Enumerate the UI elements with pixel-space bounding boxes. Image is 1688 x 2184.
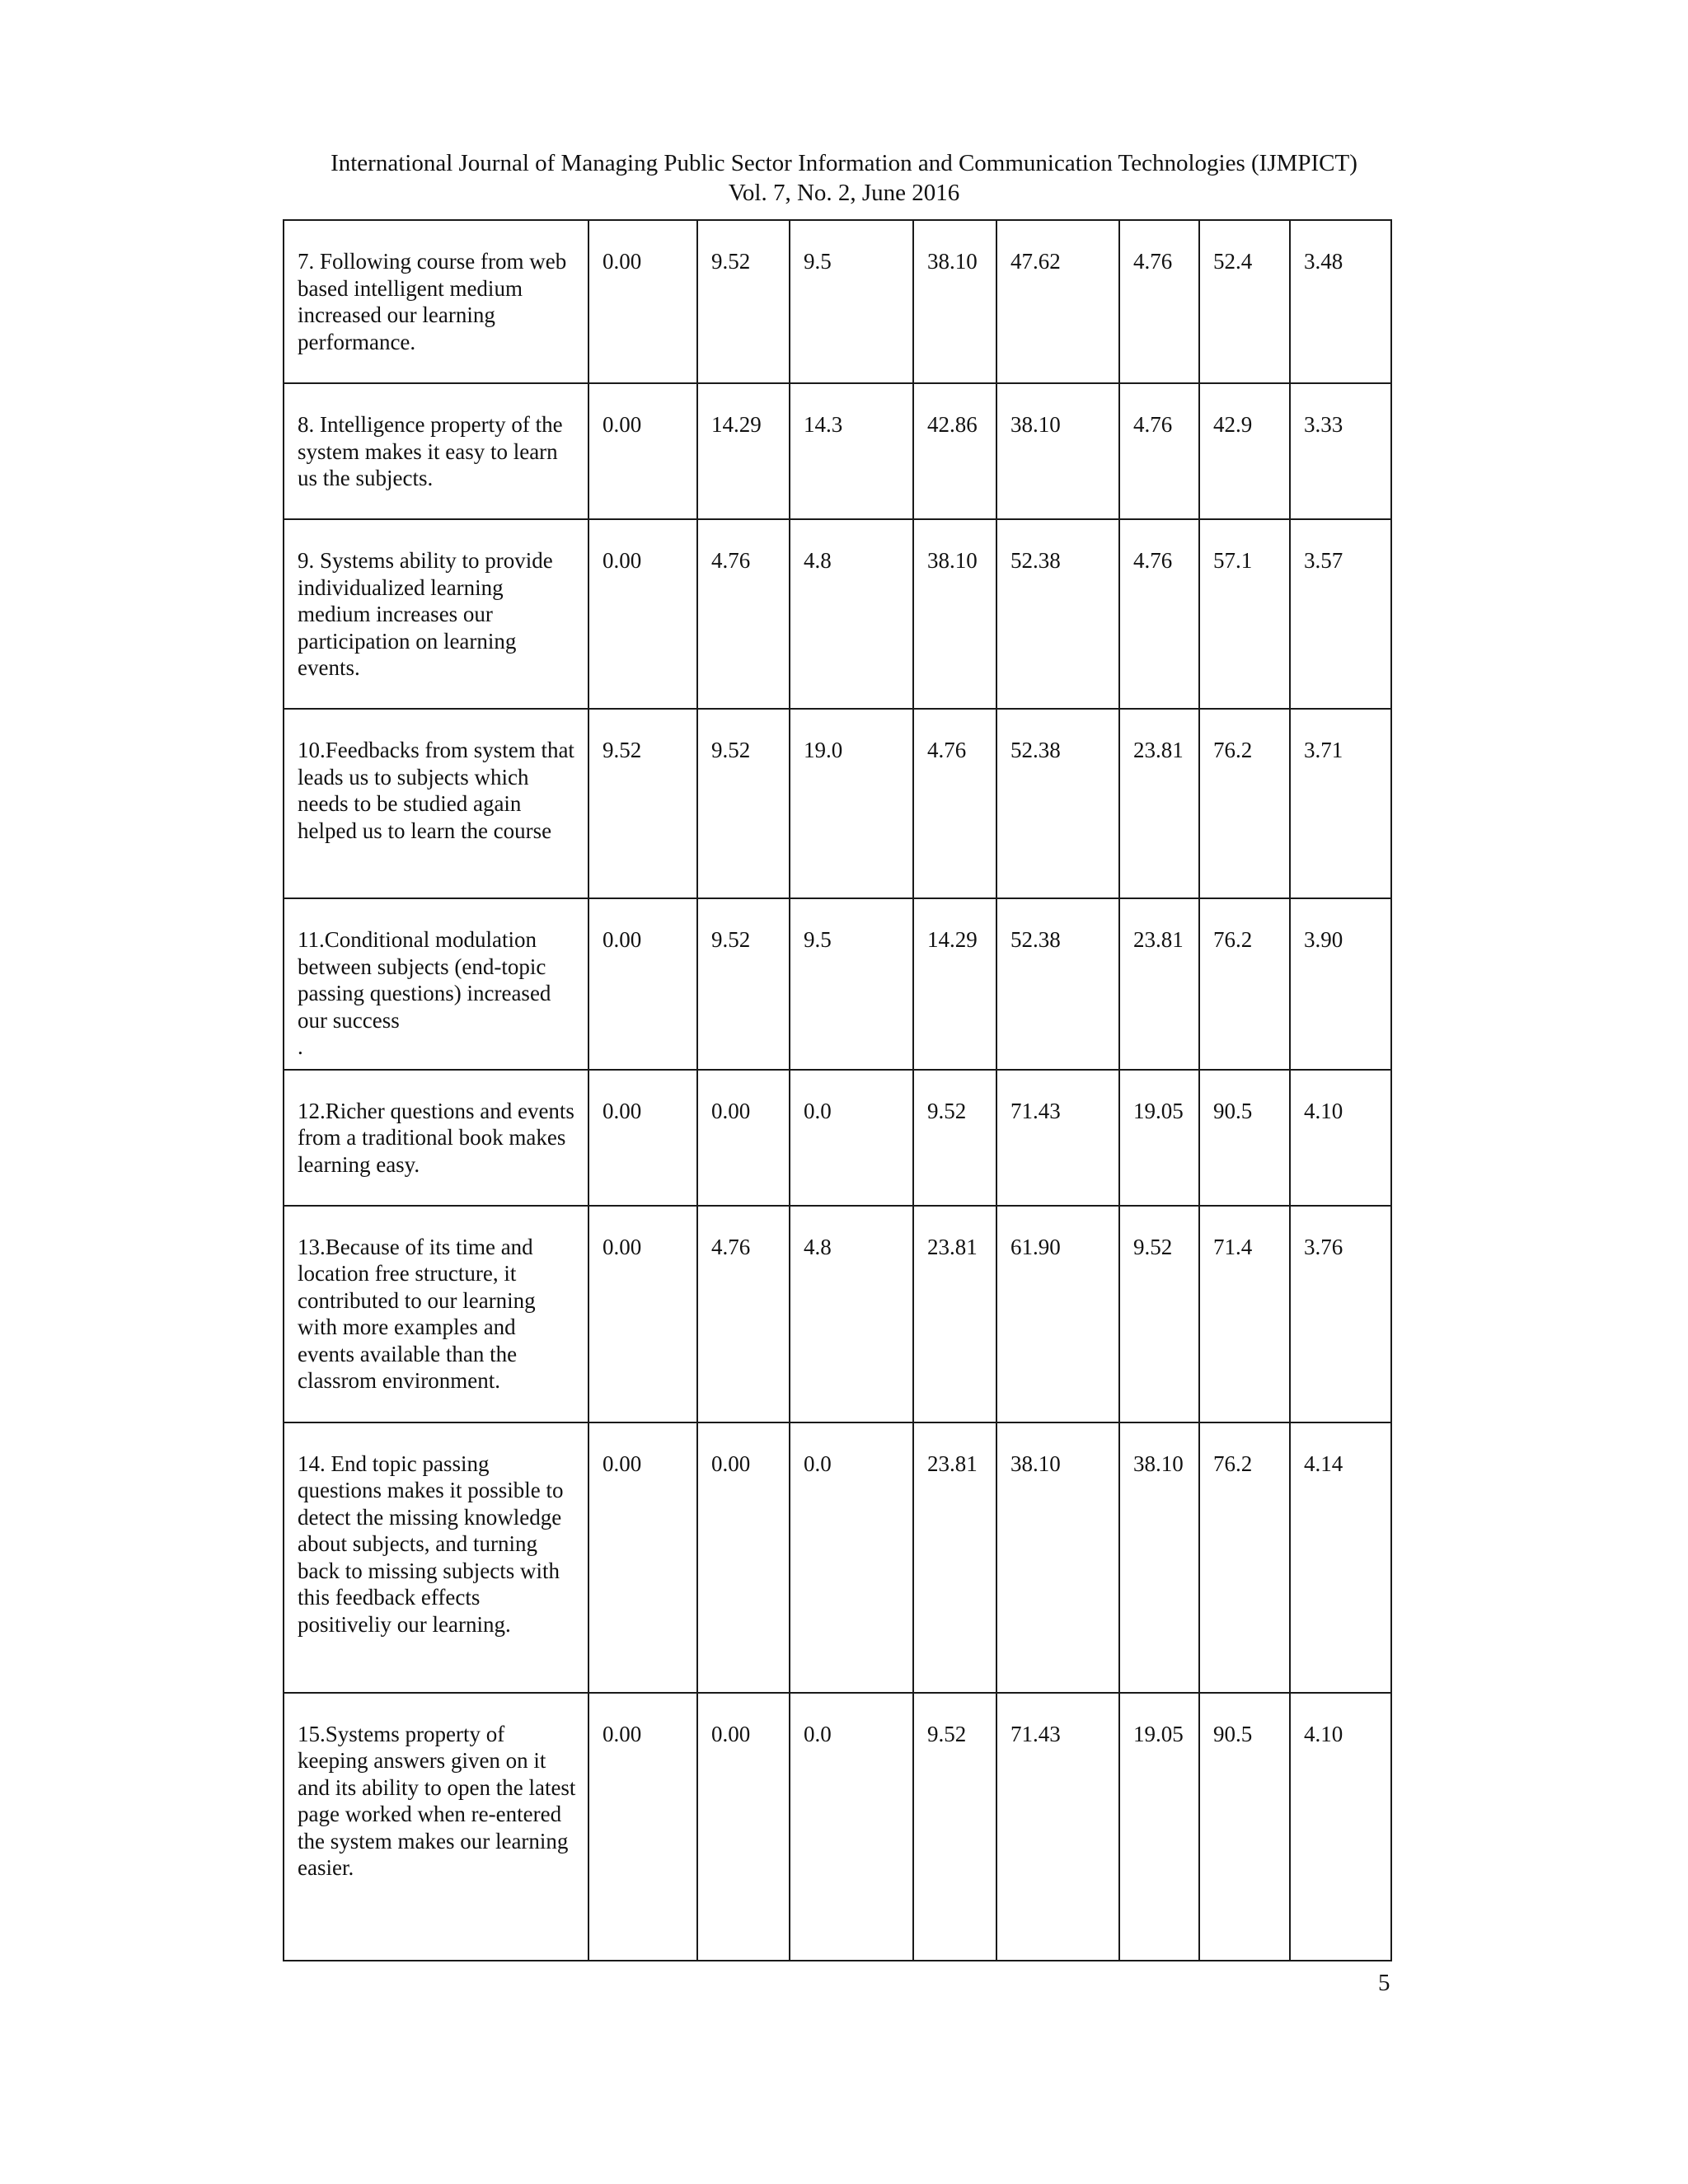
statement-text: 11.Conditional modulation between subjects (end-topic passing questions) increased our success . — [298, 927, 551, 1059]
value-cell: 90.5 — [1199, 1693, 1290, 1961]
value-cell: 19.05 — [1119, 1693, 1199, 1961]
value-cell: 3.57 — [1290, 519, 1391, 709]
value-cell: 4.8 — [790, 519, 913, 709]
journal-issue: Vol. 7, No. 2, June 2016 — [728, 180, 960, 206]
value-cell: 9.5 — [790, 220, 913, 383]
table-row — [284, 383, 1391, 519]
statement-cell — [284, 1693, 588, 1961]
value-cell: 0.00 — [588, 519, 697, 709]
value-cell: 52.38 — [996, 898, 1119, 1070]
table-row — [284, 709, 1391, 898]
value-cell: 0.00 — [697, 1070, 790, 1206]
table-row — [284, 220, 1391, 383]
statement-cell — [284, 519, 588, 709]
value-cell: 19.0 — [790, 709, 913, 898]
value-cell: 0.00 — [588, 383, 697, 519]
value-cell: 52.38 — [996, 709, 1119, 898]
value-cell: 38.10 — [996, 383, 1119, 519]
statement-text: 12.Richer questions and events from a traditional book makes learning easy. — [298, 1098, 574, 1177]
statement-text: 8. Intelligence property of the system makes it easy to learn us the subjects. — [298, 412, 563, 490]
value-cell: 4.14 — [1290, 1422, 1391, 1693]
statement-cell — [284, 383, 588, 519]
value-cell: 57.1 — [1199, 519, 1290, 709]
value-cell: 3.33 — [1290, 383, 1391, 519]
value-cell: 9.52 — [913, 1070, 996, 1206]
value-cell: 4.76 — [913, 709, 996, 898]
statement-text: 7. Following course from web based intelligent medium increased our learning performance. — [298, 249, 567, 354]
value-cell: 38.10 — [913, 220, 996, 383]
value-cell: 76.2 — [1199, 1422, 1290, 1693]
value-cell: 9.52 — [588, 709, 697, 898]
value-cell: 38.10 — [1119, 1422, 1199, 1693]
value-cell: 4.8 — [790, 1206, 913, 1422]
value-cell: 47.62 — [996, 220, 1119, 383]
statement-text: 10.Feedbacks from system that leads us to subjects which needs to be studied again helped us to learn the course — [298, 738, 574, 843]
statement-cell — [284, 709, 588, 898]
value-cell: 23.81 — [913, 1206, 996, 1422]
statement-text: 15.Systems property of keeping answers given on it and its ability to open the latest page worked when re-entered the system makes our learning easier. — [298, 1721, 576, 1880]
value-cell: 42.86 — [913, 383, 996, 519]
table-row — [284, 898, 1391, 1070]
page-number: 5 — [1378, 1970, 1390, 1996]
value-cell: 4.76 — [697, 519, 790, 709]
value-cell: 0.00 — [588, 1422, 697, 1693]
statement-cell — [284, 1070, 588, 1206]
value-cell: 0.00 — [697, 1693, 790, 1961]
value-cell: 0.00 — [588, 898, 697, 1070]
statement-text: 13.Because of its time and location free structure, it contributed to our learning with more examples and events available than the classrom environment. — [298, 1234, 536, 1393]
value-cell: 23.81 — [1119, 898, 1199, 1070]
statement-text: 14. End topic passing questions makes it possible to detect the missing knowledge about subjects, and turning back to missing subjects with this feedback effects positiveliy our learning. — [298, 1451, 564, 1637]
value-cell: 23.81 — [913, 1422, 996, 1693]
value-cell: 9.52 — [697, 709, 790, 898]
value-cell: 14.29 — [697, 383, 790, 519]
value-cell: 52.38 — [996, 519, 1119, 709]
table-body — [284, 220, 1391, 1961]
value-cell: 0.0 — [790, 1422, 913, 1693]
value-cell: 3.48 — [1290, 220, 1391, 383]
value-cell: 71.43 — [996, 1693, 1119, 1961]
statement-cell — [284, 1422, 588, 1693]
value-cell: 0.00 — [588, 220, 697, 383]
journal-title: International Journal of Managing Public Sector Information and Communication Technologies (IJMPICT) — [331, 150, 1357, 176]
value-cell: 76.2 — [1199, 898, 1290, 1070]
value-cell: 9.52 — [697, 898, 790, 1070]
statement-cell — [284, 220, 588, 383]
survey-results-table — [283, 219, 1392, 1961]
value-cell: 76.2 — [1199, 709, 1290, 898]
value-cell: 9.5 — [790, 898, 913, 1070]
value-cell: 3.90 — [1290, 898, 1391, 1070]
value-cell: 0.00 — [588, 1693, 697, 1961]
value-cell: 14.29 — [913, 898, 996, 1070]
value-cell: 38.10 — [913, 519, 996, 709]
value-cell: 9.52 — [697, 220, 790, 383]
value-cell: 0.0 — [790, 1693, 913, 1961]
value-cell: 0.0 — [790, 1070, 913, 1206]
value-cell: 4.76 — [1119, 220, 1199, 383]
table-row — [284, 1070, 1391, 1206]
journal-header — [0, 148, 1688, 208]
value-cell: 0.00 — [588, 1070, 697, 1206]
value-cell: 0.00 — [697, 1422, 790, 1693]
table-row — [284, 1206, 1391, 1422]
value-cell: 4.76 — [697, 1206, 790, 1422]
value-cell: 3.71 — [1290, 709, 1391, 898]
value-cell: 9.52 — [913, 1693, 996, 1961]
table-row — [284, 1422, 1391, 1693]
table-row — [284, 519, 1391, 709]
statement-cell — [284, 898, 588, 1070]
value-cell: 4.10 — [1290, 1693, 1391, 1961]
statement-text: 9. Systems ability to provide individualized learning medium increases our participation on learning events. — [298, 548, 553, 680]
value-cell: 38.10 — [996, 1422, 1119, 1693]
table-row — [284, 1693, 1391, 1961]
value-cell: 23.81 — [1119, 709, 1199, 898]
value-cell: 0.00 — [588, 1206, 697, 1422]
value-cell: 71.4 — [1199, 1206, 1290, 1422]
statement-cell — [284, 1206, 588, 1422]
value-cell: 61.90 — [996, 1206, 1119, 1422]
value-cell: 71.43 — [996, 1070, 1119, 1206]
value-cell: 90.5 — [1199, 1070, 1290, 1206]
value-cell: 4.76 — [1119, 383, 1199, 519]
value-cell: 19.05 — [1119, 1070, 1199, 1206]
value-cell: 52.4 — [1199, 220, 1290, 383]
value-cell: 4.10 — [1290, 1070, 1391, 1206]
value-cell: 42.9 — [1199, 383, 1290, 519]
value-cell: 3.76 — [1290, 1206, 1391, 1422]
value-cell: 9.52 — [1119, 1206, 1199, 1422]
value-cell: 14.3 — [790, 383, 913, 519]
value-cell: 4.76 — [1119, 519, 1199, 709]
